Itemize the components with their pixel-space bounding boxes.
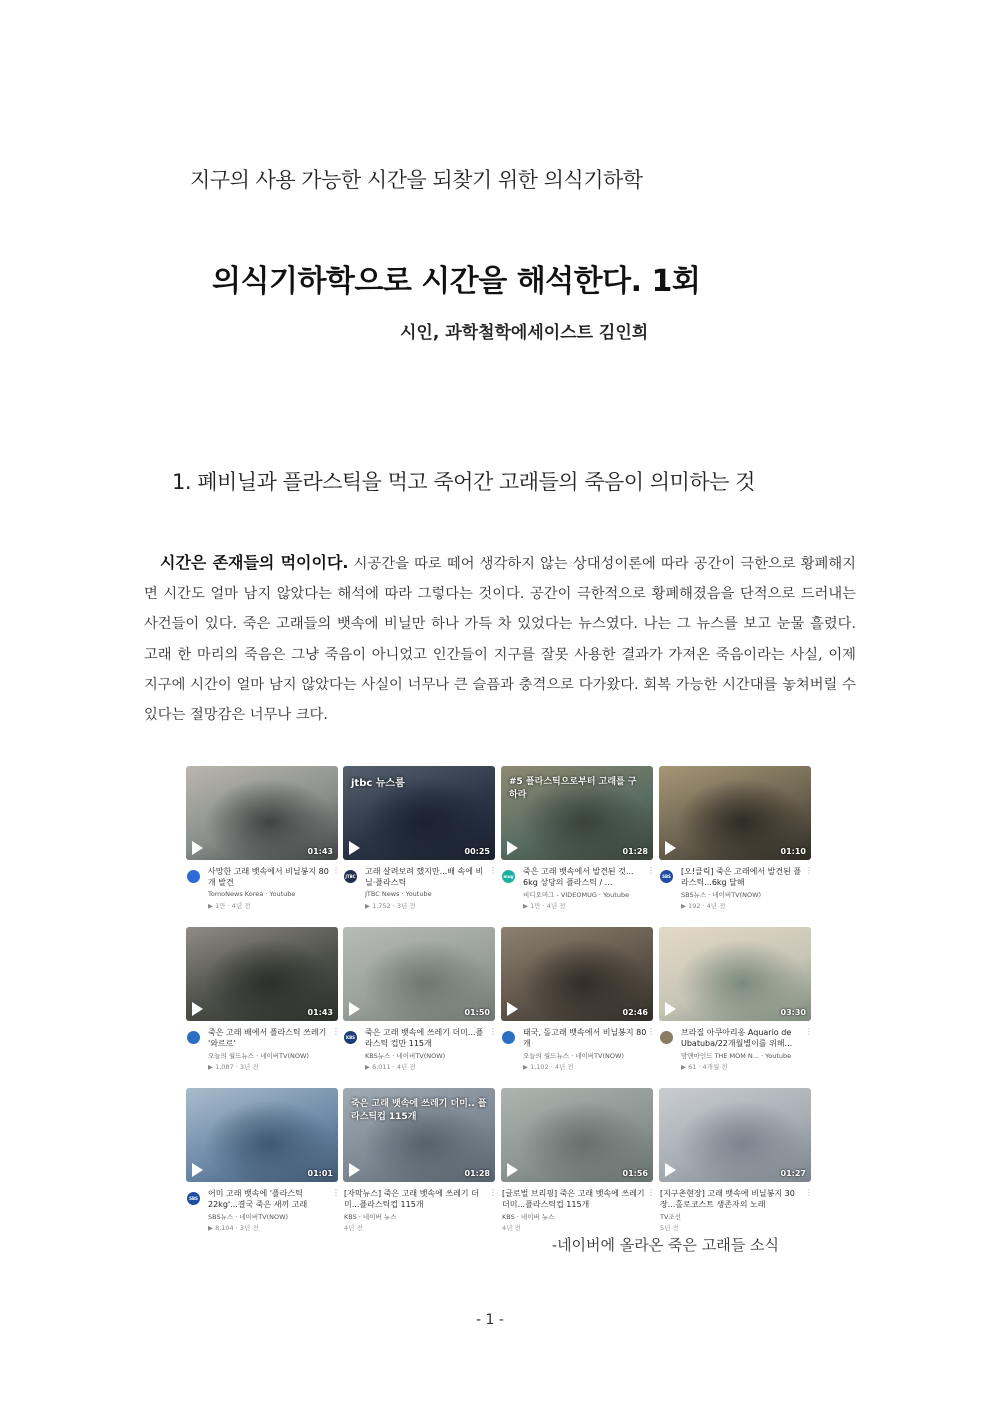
video-title[interactable]: 태국, 돌고래 뱃속에서 비닐봉지 80개	[523, 1028, 647, 1048]
video-card[interactable]	[501, 927, 653, 1087]
channel-avatar-icon[interactable]: KBS	[344, 1031, 357, 1044]
channel-avatar-icon[interactable]: SBS	[660, 870, 673, 883]
video-thumbnail[interactable]	[343, 1088, 495, 1182]
video-thumbnail[interactable]	[186, 766, 338, 860]
video-duration: 02:46	[622, 1008, 648, 1017]
video-duration: 01:28	[622, 847, 648, 856]
video-card[interactable]	[186, 766, 338, 926]
video-title[interactable]: 어미 고래 뱃속에 '플라스틱 22kg'...결국 죽은 새끼 고래	[208, 1189, 308, 1209]
video-meta: ▶ 1,752 · 3년 전	[365, 902, 416, 910]
video-title[interactable]: [오!클릭] 죽은 고래에서 발견된 플라스틱...6kg 달해	[681, 867, 802, 887]
video-title[interactable]: 브라질 아쿠아리옹 Aquario de Ubatuba/22개월별이를 위해...	[681, 1028, 793, 1048]
channel-avatar-icon[interactable]: JTBC	[344, 870, 357, 883]
more-options-icon[interactable]: ⋮	[489, 866, 497, 875]
video-thumbnail[interactable]	[659, 766, 811, 860]
video-source: TV조선	[660, 1213, 681, 1221]
video-duration: 01:27	[780, 1169, 806, 1178]
video-meta: 5년 전	[660, 1224, 679, 1232]
video-meta: ▶ 6,011 · 4년 전	[365, 1063, 416, 1071]
video-card[interactable]	[343, 927, 495, 1087]
video-card[interactable]	[659, 927, 811, 1087]
play-icon[interactable]	[665, 1163, 676, 1177]
video-meta: 4년 전	[502, 1224, 521, 1232]
video-thumbnail[interactable]	[501, 766, 653, 860]
video-source: 맘앤마인드 THE MOM N... · Youtube	[681, 1052, 792, 1060]
channel-avatar-icon[interactable]	[187, 870, 200, 883]
video-meta: ▶ 1만 · 4년 전	[208, 902, 251, 910]
video-title[interactable]: [자막뉴스] 죽은 고래 뱃속에 쓰레기 더미...플라스틱컵 115개	[344, 1189, 479, 1209]
video-card[interactable]	[501, 766, 653, 926]
play-icon[interactable]	[349, 1163, 360, 1177]
video-card[interactable]	[186, 927, 338, 1087]
more-options-icon[interactable]: ⋮	[647, 1027, 655, 1036]
play-icon[interactable]	[192, 841, 203, 855]
video-meta: ▶ 1,102 · 4년 전	[523, 1063, 574, 1071]
body-text: 시공간을 따로 떼어 생각하지 않는 상대성이론에 따라 공간이 극한으로 황폐해지면 시간도 얼마 남지 않았다는 해석에 따라 그렇다는 것이다. 공간이 극한적으로 황폐해졌음을 단적으로 드러내는 사건들이 있다. 죽은 고래들의 뱃속에 비닐만 하나 가득 차 있었다는 뉴스였다. 나는 그 뉴스를 보고 눈물 흘렸다. 고래 한 마리의 죽음은 그냥 죽음이 아니었고 인간들이 지구를 잘못 사용한 결과가 가져온 죽음이라는 사실, 이제 지구에 시간이 얼마 남지 않았다는 사실이 너무나 큰 슬픔과 충격으로 다가왔다. 회복 가능한 시간대를 놓쳐버릴 수 있다는 절망감은 너무나 크다.	[144, 556, 856, 724]
lead-sentence: 시간은 존재들의 먹이이다.	[160, 553, 349, 572]
more-options-icon[interactable]: ⋮	[805, 1027, 813, 1036]
body-paragraph	[144, 548, 856, 730]
video-thumbnail[interactable]	[659, 927, 811, 1021]
channel-avatar-icon[interactable]: SBS	[187, 1192, 200, 1205]
video-meta: ▶ 1만 · 4년 전	[523, 902, 566, 910]
more-options-icon[interactable]: ⋮	[647, 1188, 655, 1197]
more-options-icon[interactable]: ⋮	[489, 1027, 497, 1036]
video-source: KBS · 네이버 뉴스	[502, 1213, 555, 1221]
video-duration: 01:50	[464, 1008, 490, 1017]
more-options-icon[interactable]: ⋮	[332, 866, 340, 875]
video-meta: 4년 전	[344, 1224, 363, 1232]
author-line: 시인, 과학철학에세이스트 김인희	[400, 323, 649, 343]
video-duration: 03:30	[780, 1008, 806, 1017]
video-title[interactable]: 고래 살려보려 했지만...배 속에 비닐·플라스틱	[365, 867, 484, 887]
video-source: KBS뉴스 · 네이버TV(NOW)	[365, 1052, 446, 1060]
video-thumbnail[interactable]	[343, 927, 495, 1021]
video-title[interactable]: 죽은 고래 배에서 플라스틱 쓰레기 '와르르'	[208, 1028, 327, 1048]
document-subtitle: 지구의 사용 가능한 시간을 되찾기 위한 의식기하학	[190, 168, 643, 192]
channel-avatar-icon[interactable]	[502, 1031, 515, 1044]
video-source: JTBC News · Youtube	[365, 890, 432, 898]
play-icon[interactable]	[192, 1163, 203, 1177]
more-options-icon[interactable]: ⋮	[805, 1188, 813, 1197]
video-card[interactable]	[659, 1088, 811, 1248]
video-title[interactable]: 죽은 고래 뱃속에 쓰레기 더미...플라스틱 컵만 115개	[365, 1028, 484, 1048]
play-icon[interactable]	[665, 841, 676, 855]
video-thumbnail[interactable]	[343, 766, 495, 860]
video-meta: ▶ 8,104 · 3년 전	[208, 1224, 259, 1232]
video-source: SBS뉴스 · 네이버TV(NOW)	[681, 891, 762, 899]
video-title[interactable]: [글로벌 브리핑] 죽은 고래 뱃속에 쓰레기 더미...플라스틱컵 115개	[502, 1189, 645, 1209]
play-icon[interactable]	[349, 1002, 360, 1016]
figure-caption: -네이버에 올라온 죽은 고래들 소식	[552, 1236, 780, 1254]
video-meta: ▶ 192 · 4년 전	[681, 902, 726, 910]
video-source: 비디오머그 - VIDEOMUG · Youtube	[523, 891, 630, 899]
channel-avatar-icon[interactable]	[187, 1031, 200, 1044]
video-card[interactable]	[501, 1088, 653, 1248]
more-options-icon[interactable]: ⋮	[332, 1027, 340, 1036]
play-icon[interactable]	[507, 841, 518, 855]
video-meta: ▶ 1,087 · 3년 전	[208, 1063, 259, 1071]
video-thumbnail[interactable]	[186, 1088, 338, 1182]
video-thumbnail[interactable]	[659, 1088, 811, 1182]
video-source: SBS뉴스 · 네이버TV(NOW)	[208, 1213, 289, 1221]
more-options-icon[interactable]: ⋮	[489, 1188, 497, 1197]
video-duration: 01:43	[307, 1008, 333, 1017]
video-source: KBS · 네이버 뉴스	[344, 1213, 397, 1221]
thumbnail-overlay-text: 죽은 고래 뱃속에 쓰레기 더미.. 플라스틱컵 115개	[351, 1099, 487, 1122]
more-options-icon[interactable]: ⋮	[647, 866, 655, 875]
play-icon[interactable]	[192, 1002, 203, 1016]
video-thumbnail[interactable]	[186, 927, 338, 1021]
video-title[interactable]: [지구촌현장] 고래 뱃속에 비닐봉지 30장...홀로코스트 생존자의 노래	[660, 1189, 795, 1209]
play-icon[interactable]	[665, 1002, 676, 1016]
more-options-icon[interactable]: ⋮	[805, 866, 813, 875]
thumbnail-overlay-text: jtbc 뉴스룸	[351, 778, 405, 789]
thumbnail-overlay-text: #5 플라스틱으로부터 고래를 구하라	[509, 777, 637, 800]
channel-avatar-icon[interactable]	[660, 1031, 673, 1044]
document-title: 의식기하학으로 시간을 해석한다. 1회	[212, 264, 701, 299]
more-options-icon[interactable]: ⋮	[332, 1188, 340, 1197]
video-duration: 01:28	[464, 1169, 490, 1178]
play-icon[interactable]	[507, 1002, 518, 1016]
video-card[interactable]	[186, 1088, 338, 1248]
video-title[interactable]: 사망한 고래 뱃속에서 비닐봉지 80개 발견	[208, 867, 329, 887]
video-source: TomoNews Korea · Youtube	[208, 890, 296, 898]
play-icon[interactable]	[507, 1163, 518, 1177]
page-number: - 1 -	[476, 1312, 504, 1328]
video-card[interactable]	[343, 1088, 495, 1248]
video-duration: 00:25	[464, 847, 490, 856]
video-duration: 01:01	[307, 1169, 333, 1178]
video-meta: ▶ 61 · 4개월 전	[681, 1063, 728, 1071]
channel-avatar-icon[interactable]: mug	[502, 870, 515, 883]
video-source: 오늘의 월드뉴스 · 네이버TV(NOW)	[208, 1052, 309, 1060]
play-icon[interactable]	[349, 841, 360, 855]
video-thumbnail[interactable]	[501, 927, 653, 1021]
video-source: 오늘의 월드뉴스 · 네이버TV(NOW)	[523, 1052, 624, 1060]
video-duration: 01:10	[780, 847, 806, 856]
video-title[interactable]: 죽은 고래 뱃속에서 발견된 것... 6kg 상당의 플라스틱 / ...	[523, 867, 634, 887]
video-duration: 01:56	[622, 1169, 648, 1178]
video-duration: 01:43	[307, 847, 333, 856]
section-heading: 1. 폐비닐과 플라스틱을 먹고 죽어간 고래들의 죽음이 의미하는 것	[172, 470, 755, 494]
video-thumbnail[interactable]	[501, 1088, 653, 1182]
video-card[interactable]	[343, 766, 495, 926]
video-card[interactable]	[659, 766, 811, 926]
